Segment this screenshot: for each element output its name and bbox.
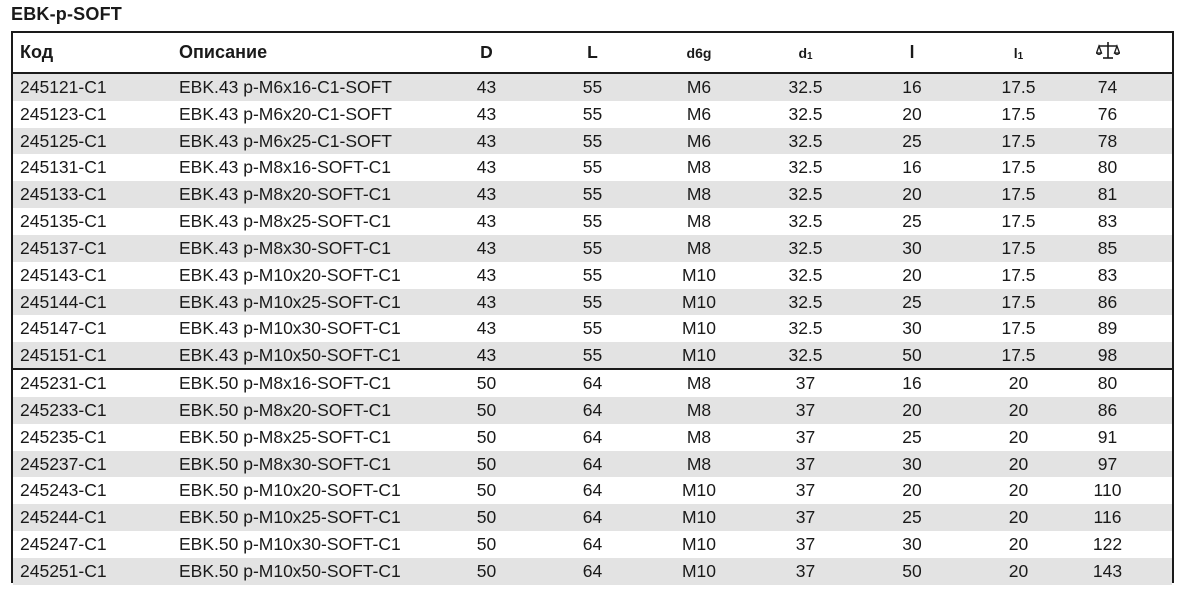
table-row — [13, 342, 1172, 370]
cell-d1: 37 — [795, 426, 816, 447]
cell-l: 25 — [902, 130, 922, 151]
cell-description: EBK.43 p-M10x25-SOFT-C1 — [179, 291, 401, 312]
cell-weight: 80 — [1097, 373, 1118, 394]
cell-code: 245143-C1 — [20, 264, 107, 285]
cell-D: 43 — [476, 291, 497, 312]
cell-D: 43 — [476, 103, 497, 124]
cell-d1: 37 — [795, 453, 816, 474]
cell-weight: 89 — [1097, 318, 1118, 339]
cell-d1: 32.5 — [788, 76, 823, 97]
cell-L: 64 — [582, 399, 603, 420]
cell-description: EBK.43 p-M8x30-SOFT-C1 — [179, 237, 392, 258]
cell-weight: 91 — [1097, 426, 1118, 447]
table-row — [13, 154, 1172, 181]
cell-l: 20 — [902, 264, 922, 285]
cell-code: 245247-C1 — [20, 533, 107, 554]
cell-code: 245244-C1 — [20, 507, 107, 528]
header-L: L — [587, 42, 598, 62]
cell-L: 64 — [582, 533, 603, 554]
cell-weight: 83 — [1097, 211, 1118, 232]
cell-code: 245123-C1 — [20, 103, 107, 124]
cell-code: 245121-C1 — [20, 76, 107, 97]
cell-l1: 20 — [1008, 453, 1029, 474]
cell-l: 25 — [902, 211, 922, 232]
cell-d1: 37 — [795, 373, 816, 394]
table-row — [13, 235, 1172, 262]
cell-weight: 85 — [1097, 237, 1118, 258]
cell-weight: 81 — [1097, 184, 1118, 205]
cell-L: 64 — [582, 453, 603, 474]
cell-code: 245125-C1 — [20, 130, 107, 151]
cell-code: 245235-C1 — [20, 426, 107, 447]
cell-code: 245137-C1 — [20, 237, 107, 258]
table-row — [13, 504, 1172, 531]
cell-weight: 98 — [1097, 344, 1118, 365]
cell-d1: 32.5 — [788, 237, 823, 258]
header-l1 — [994, 42, 1043, 63]
cell-code: 245233-C1 — [20, 399, 107, 420]
cell-l1: 17.5 — [1001, 291, 1036, 312]
cell-l: 16 — [902, 373, 922, 394]
cell-d1: 32.5 — [788, 130, 823, 151]
cell-weight: 122 — [1092, 533, 1123, 554]
cell-d6g: M8 — [686, 453, 712, 474]
cell-weight: 76 — [1097, 103, 1118, 124]
cell-description: EBK.43 p-M6x16-C1-SOFT — [179, 76, 392, 97]
cell-d6g: M10 — [681, 507, 717, 528]
cell-d6g: M6 — [686, 103, 712, 124]
cell-D: 43 — [476, 130, 497, 151]
table-row — [13, 181, 1172, 208]
cell-description: EBK.43 p-M8x20-SOFT-C1 — [179, 184, 392, 205]
cell-d6g: M10 — [681, 344, 717, 365]
header-d6g-main: d6 — [686, 45, 703, 61]
table-header-row — [13, 33, 1172, 74]
cell-description: EBK.43 p-M8x25-SOFT-C1 — [179, 211, 392, 232]
cell-weight: 116 — [1093, 507, 1122, 528]
cell-L: 55 — [582, 211, 603, 232]
cell-l: 25 — [902, 426, 922, 447]
cell-d6g: M10 — [681, 533, 717, 554]
cell-weight: 110 — [1093, 480, 1122, 501]
cell-l: 20 — [902, 184, 922, 205]
cell-description: EBK.50 p-M8x20-SOFT-C1 — [179, 399, 392, 420]
cell-d6g: M6 — [686, 76, 712, 97]
cell-L: 55 — [582, 237, 603, 258]
cell-D: 50 — [476, 533, 497, 554]
cell-D: 43 — [476, 237, 497, 258]
table-row — [13, 74, 1172, 101]
cell-d1: 32.5 — [788, 103, 823, 124]
cell-description: EBK.50 p-M8x25-SOFT-C1 — [179, 426, 392, 447]
cell-description: EBK.50 p-M8x30-SOFT-C1 — [179, 453, 392, 474]
cell-l1: 17.5 — [1001, 318, 1036, 339]
table-row — [13, 101, 1172, 128]
cell-weight: 74 — [1097, 76, 1118, 97]
cell-description: EBK.50 p-M10x20-SOFT-C1 — [179, 480, 401, 501]
cell-code: 245151-C1 — [20, 344, 107, 365]
scale-icon — [1096, 40, 1120, 60]
cell-L: 64 — [582, 480, 603, 501]
header-D: D — [480, 42, 493, 62]
cell-D: 50 — [476, 453, 497, 474]
cell-d1: 37 — [795, 533, 816, 554]
cell-weight: 80 — [1097, 157, 1118, 178]
cell-d1: 37 — [795, 399, 816, 420]
cell-D: 43 — [476, 157, 497, 178]
cell-code: 245135-C1 — [20, 211, 107, 232]
cell-weight: 86 — [1097, 291, 1118, 312]
cell-d1: 32.5 — [788, 184, 823, 205]
header-d1-main: d — [798, 45, 807, 61]
cell-weight: 83 — [1097, 264, 1118, 285]
cell-D: 43 — [476, 344, 497, 365]
table-row — [13, 208, 1172, 235]
cell-L: 64 — [582, 373, 603, 394]
table-row — [13, 558, 1172, 585]
cell-code: 245147-C1 — [20, 318, 107, 339]
cell-D: 50 — [476, 507, 497, 528]
product-table — [11, 31, 1174, 583]
cell-l1: 17.5 — [1001, 264, 1036, 285]
cell-L: 55 — [582, 344, 603, 365]
cell-l: 25 — [902, 507, 922, 528]
cell-d6g: M10 — [681, 264, 717, 285]
cell-l1: 17.5 — [1001, 211, 1036, 232]
cell-d1: 37 — [795, 480, 816, 501]
cell-description: EBK.43 p-M6x25-C1-SOFT — [179, 130, 392, 151]
cell-l: 50 — [902, 344, 922, 365]
cell-D: 43 — [476, 184, 497, 205]
header-code: Код — [20, 42, 54, 62]
cell-weight: 78 — [1097, 130, 1118, 151]
cell-l1: 20 — [1008, 426, 1029, 447]
cell-d6g: M8 — [686, 157, 712, 178]
table-row — [13, 531, 1172, 558]
cell-description: EBK.43 p-M6x20-C1-SOFT — [179, 103, 392, 124]
cell-d6g: M8 — [686, 426, 712, 447]
cell-l1: 17.5 — [1001, 344, 1036, 365]
cell-code: 245133-C1 — [20, 184, 107, 205]
header-d1-sub: 1 — [807, 51, 813, 62]
table-row — [13, 370, 1172, 397]
cell-d1: 32.5 — [788, 264, 823, 285]
cell-d1: 32.5 — [788, 157, 823, 178]
cell-l1: 17.5 — [1001, 157, 1036, 178]
cell-description: EBK.50 p-M10x30-SOFT-C1 — [179, 533, 401, 554]
cell-l: 50 — [902, 560, 922, 581]
cell-description: EBK.43 p-M8x16-SOFT-C1 — [179, 157, 392, 178]
table-row — [13, 289, 1172, 316]
cell-L: 55 — [582, 318, 603, 339]
cell-l1: 20 — [1008, 507, 1029, 528]
cell-d1: 32.5 — [788, 211, 823, 232]
cell-description: EBK.50 p-M10x25-SOFT-C1 — [179, 507, 401, 528]
cell-d1: 32.5 — [788, 291, 823, 312]
cell-L: 55 — [582, 264, 603, 285]
cell-d6g: M10 — [681, 318, 717, 339]
cell-L: 64 — [582, 560, 603, 581]
cell-code: 245243-C1 — [20, 480, 107, 501]
table-body — [13, 74, 1172, 585]
cell-code: 245131-C1 — [20, 157, 107, 178]
cell-d1: 37 — [795, 507, 816, 528]
cell-d6g: M10 — [681, 480, 717, 501]
cell-d1: 37 — [795, 560, 816, 581]
cell-d6g: M10 — [681, 560, 717, 581]
cell-d6g: M10 — [681, 291, 717, 312]
cell-L: 64 — [582, 507, 603, 528]
cell-description: EBK.43 p-M10x50-SOFT-C1 — [179, 344, 401, 365]
cell-D: 43 — [476, 264, 497, 285]
cell-L: 55 — [582, 291, 603, 312]
cell-l1: 17.5 — [1001, 130, 1036, 151]
cell-l: 30 — [902, 453, 922, 474]
cell-D: 50 — [476, 399, 497, 420]
cell-weight: 86 — [1097, 399, 1118, 420]
cell-D: 43 — [476, 76, 497, 97]
cell-L: 64 — [582, 426, 603, 447]
cell-L: 55 — [582, 130, 603, 151]
header-weight — [1043, 40, 1172, 65]
cell-l1: 20 — [1008, 480, 1029, 501]
cell-l1: 17.5 — [1001, 103, 1036, 124]
cell-code: 245251-C1 — [20, 560, 107, 581]
cell-code: 245144-C1 — [20, 291, 107, 312]
cell-description: EBK.50 p-M10x50-SOFT-C1 — [179, 560, 401, 581]
cell-D: 43 — [476, 318, 497, 339]
cell-l1: 17.5 — [1001, 184, 1036, 205]
cell-d6g: M8 — [686, 237, 712, 258]
cell-L: 55 — [582, 103, 603, 124]
cell-description: EBK.50 p-M8x16-SOFT-C1 — [179, 373, 392, 394]
cell-weight: 97 — [1097, 453, 1118, 474]
cell-l: 30 — [902, 533, 922, 554]
cell-code: 245237-C1 — [20, 453, 107, 474]
cell-l: 16 — [902, 76, 922, 97]
header-d1 — [781, 42, 830, 63]
cell-l: 25 — [902, 291, 922, 312]
cell-d1: 32.5 — [788, 344, 823, 365]
cell-L: 55 — [582, 184, 603, 205]
cell-l: 20 — [902, 399, 922, 420]
cell-D: 50 — [476, 560, 497, 581]
cell-d6g: M8 — [686, 184, 712, 205]
cell-l: 30 — [902, 318, 922, 339]
cell-D: 50 — [476, 426, 497, 447]
cell-L: 55 — [582, 157, 603, 178]
cell-D: 50 — [476, 373, 497, 394]
header-l: l — [909, 42, 915, 62]
header-description: Описание — [179, 42, 268, 62]
cell-d1: 32.5 — [788, 318, 823, 339]
cell-l: 30 — [902, 237, 922, 258]
cell-l1: 20 — [1008, 533, 1029, 554]
table-title: EBK-p-SOFT — [11, 4, 122, 24]
header-l1-main: l — [1013, 45, 1018, 61]
cell-l1: 20 — [1008, 560, 1029, 581]
table-row — [13, 477, 1172, 504]
cell-d6g: M8 — [686, 373, 712, 394]
cell-D: 43 — [476, 211, 497, 232]
cell-l1: 20 — [1008, 399, 1029, 420]
cell-description: EBK.43 p-M10x30-SOFT-C1 — [179, 318, 401, 339]
cell-l1: 20 — [1008, 373, 1029, 394]
cell-l1: 17.5 — [1001, 237, 1036, 258]
cell-l: 20 — [902, 480, 922, 501]
cell-l: 16 — [902, 157, 922, 178]
cell-d6g: M8 — [686, 211, 712, 232]
cell-d6g: M6 — [686, 130, 712, 151]
cell-D: 50 — [476, 480, 497, 501]
cell-L: 55 — [582, 76, 603, 97]
table-row — [13, 262, 1172, 289]
cell-code: 245231-C1 — [20, 373, 107, 394]
header-d6g-sub: g — [702, 45, 712, 61]
cell-d6g: M8 — [686, 399, 712, 420]
cell-l: 20 — [902, 103, 922, 124]
header-d6g — [617, 42, 781, 63]
table-row — [13, 315, 1172, 342]
table-row — [13, 128, 1172, 155]
cell-l1: 17.5 — [1001, 76, 1036, 97]
header-l1-sub: 1 — [1017, 51, 1024, 62]
cell-description: EBK.43 p-M10x20-SOFT-C1 — [179, 264, 401, 285]
table-row — [13, 397, 1172, 424]
table-row — [13, 424, 1172, 451]
table-row — [13, 451, 1172, 478]
cell-weight: 143 — [1092, 560, 1123, 581]
